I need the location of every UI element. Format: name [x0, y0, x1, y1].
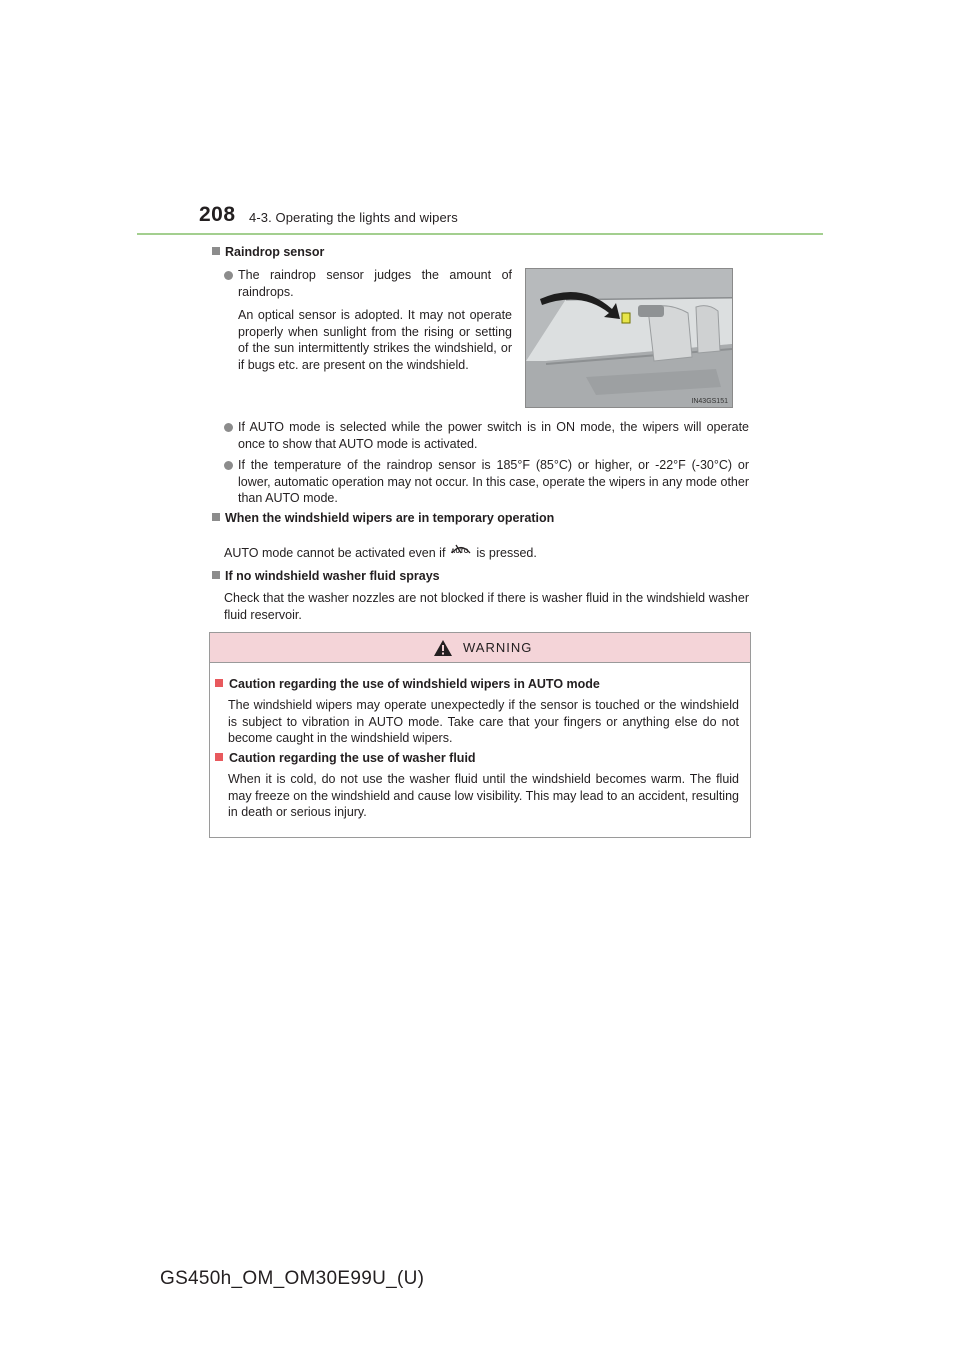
- warning-triangle-icon: [433, 639, 453, 657]
- square-bullet-icon: [212, 513, 220, 521]
- warning-item-2-heading: Caution regarding the use of washer fluid: [215, 751, 476, 765]
- raindrop-sensor-heading: Raindrop sensor: [212, 245, 324, 259]
- raindrop-bullet-3: If the temperature of the raindrop sensor is 185°F (85°C) or higher, or -22°F (-30°C) or lower, automatic operation may not occur. In this case, operate the wipers in any mode other than AUTO mode.: [238, 457, 749, 507]
- warning-title: WARNING: [463, 640, 533, 655]
- warning-item-1-text: The windshield wipers may operate unexpectedly if the sensor is touched or the windshield is subject to vibration in AUTO mode. Take care that your fingers or anything else do not become caught in the windshield wipers.: [228, 698, 739, 746]
- warning-box: [209, 632, 751, 838]
- red-square-bullet-icon: [215, 679, 223, 687]
- figure-code: IN43GS151: [691, 398, 728, 405]
- washer-fluid-heading: If no windshield washer fluid sprays: [212, 569, 440, 583]
- raindrop-sensor-illustration: [525, 268, 733, 408]
- washer-fluid-text: Check that the washer nozzles are not blocked if there is washer fluid in the windshield washer fluid reservoir.: [224, 591, 749, 622]
- temporary-operation-heading: When the windshield wipers are in temporary operation: [212, 511, 554, 525]
- round-bullet-icon: [224, 461, 233, 470]
- raindrop-bullet-2: If AUTO mode is selected while the power switch is in ON mode, the wipers will operate once to show that AUTO mode is activated.: [238, 419, 749, 452]
- square-bullet-icon: [212, 247, 220, 255]
- section-title: 4-3. Operating the lights and wipers: [249, 210, 458, 225]
- page-number: 208: [199, 203, 236, 226]
- warning-header: [210, 633, 750, 663]
- red-square-bullet-icon: [215, 753, 223, 761]
- warning-item-2-text: When it is cold, do not use the washer fluid until the windshield becomes warm. The fluid may freeze on the windshield and cause low visibility. This may lead to an accident, resulting in death or serious injury.: [228, 772, 739, 820]
- header-divider: [137, 233, 823, 235]
- auto-icon-label: AUTO: [450, 549, 469, 556]
- raindrop-optical-sensor-text: An optical sensor is adopted. It may not operate properly when sunlight from the rising or setting of the sun intermittently strikes the windshield, or if bugs etc. are present on the windshield.: [238, 308, 512, 372]
- footer-document-code: GS450h_OM_OM30E99U_(U): [160, 1268, 425, 1289]
- round-bullet-icon: [224, 423, 233, 432]
- raindrop-bullet-1: [238, 267, 512, 374]
- warning-item-1-heading: Caution regarding the use of windshield wipers in AUTO mode: [215, 677, 600, 691]
- round-bullet-icon: [224, 271, 233, 280]
- raindrop-bullet-1-text: The raindrop sensor judges the amount of raindrops.: [238, 268, 512, 299]
- windshield-interior-illustration: [526, 269, 732, 407]
- square-bullet-icon: [212, 571, 220, 579]
- temporary-operation-text: AUTO mode cannot be activated even if AUTO is pressed.: [224, 541, 749, 562]
- auto-wiper-icon: [449, 541, 473, 561]
